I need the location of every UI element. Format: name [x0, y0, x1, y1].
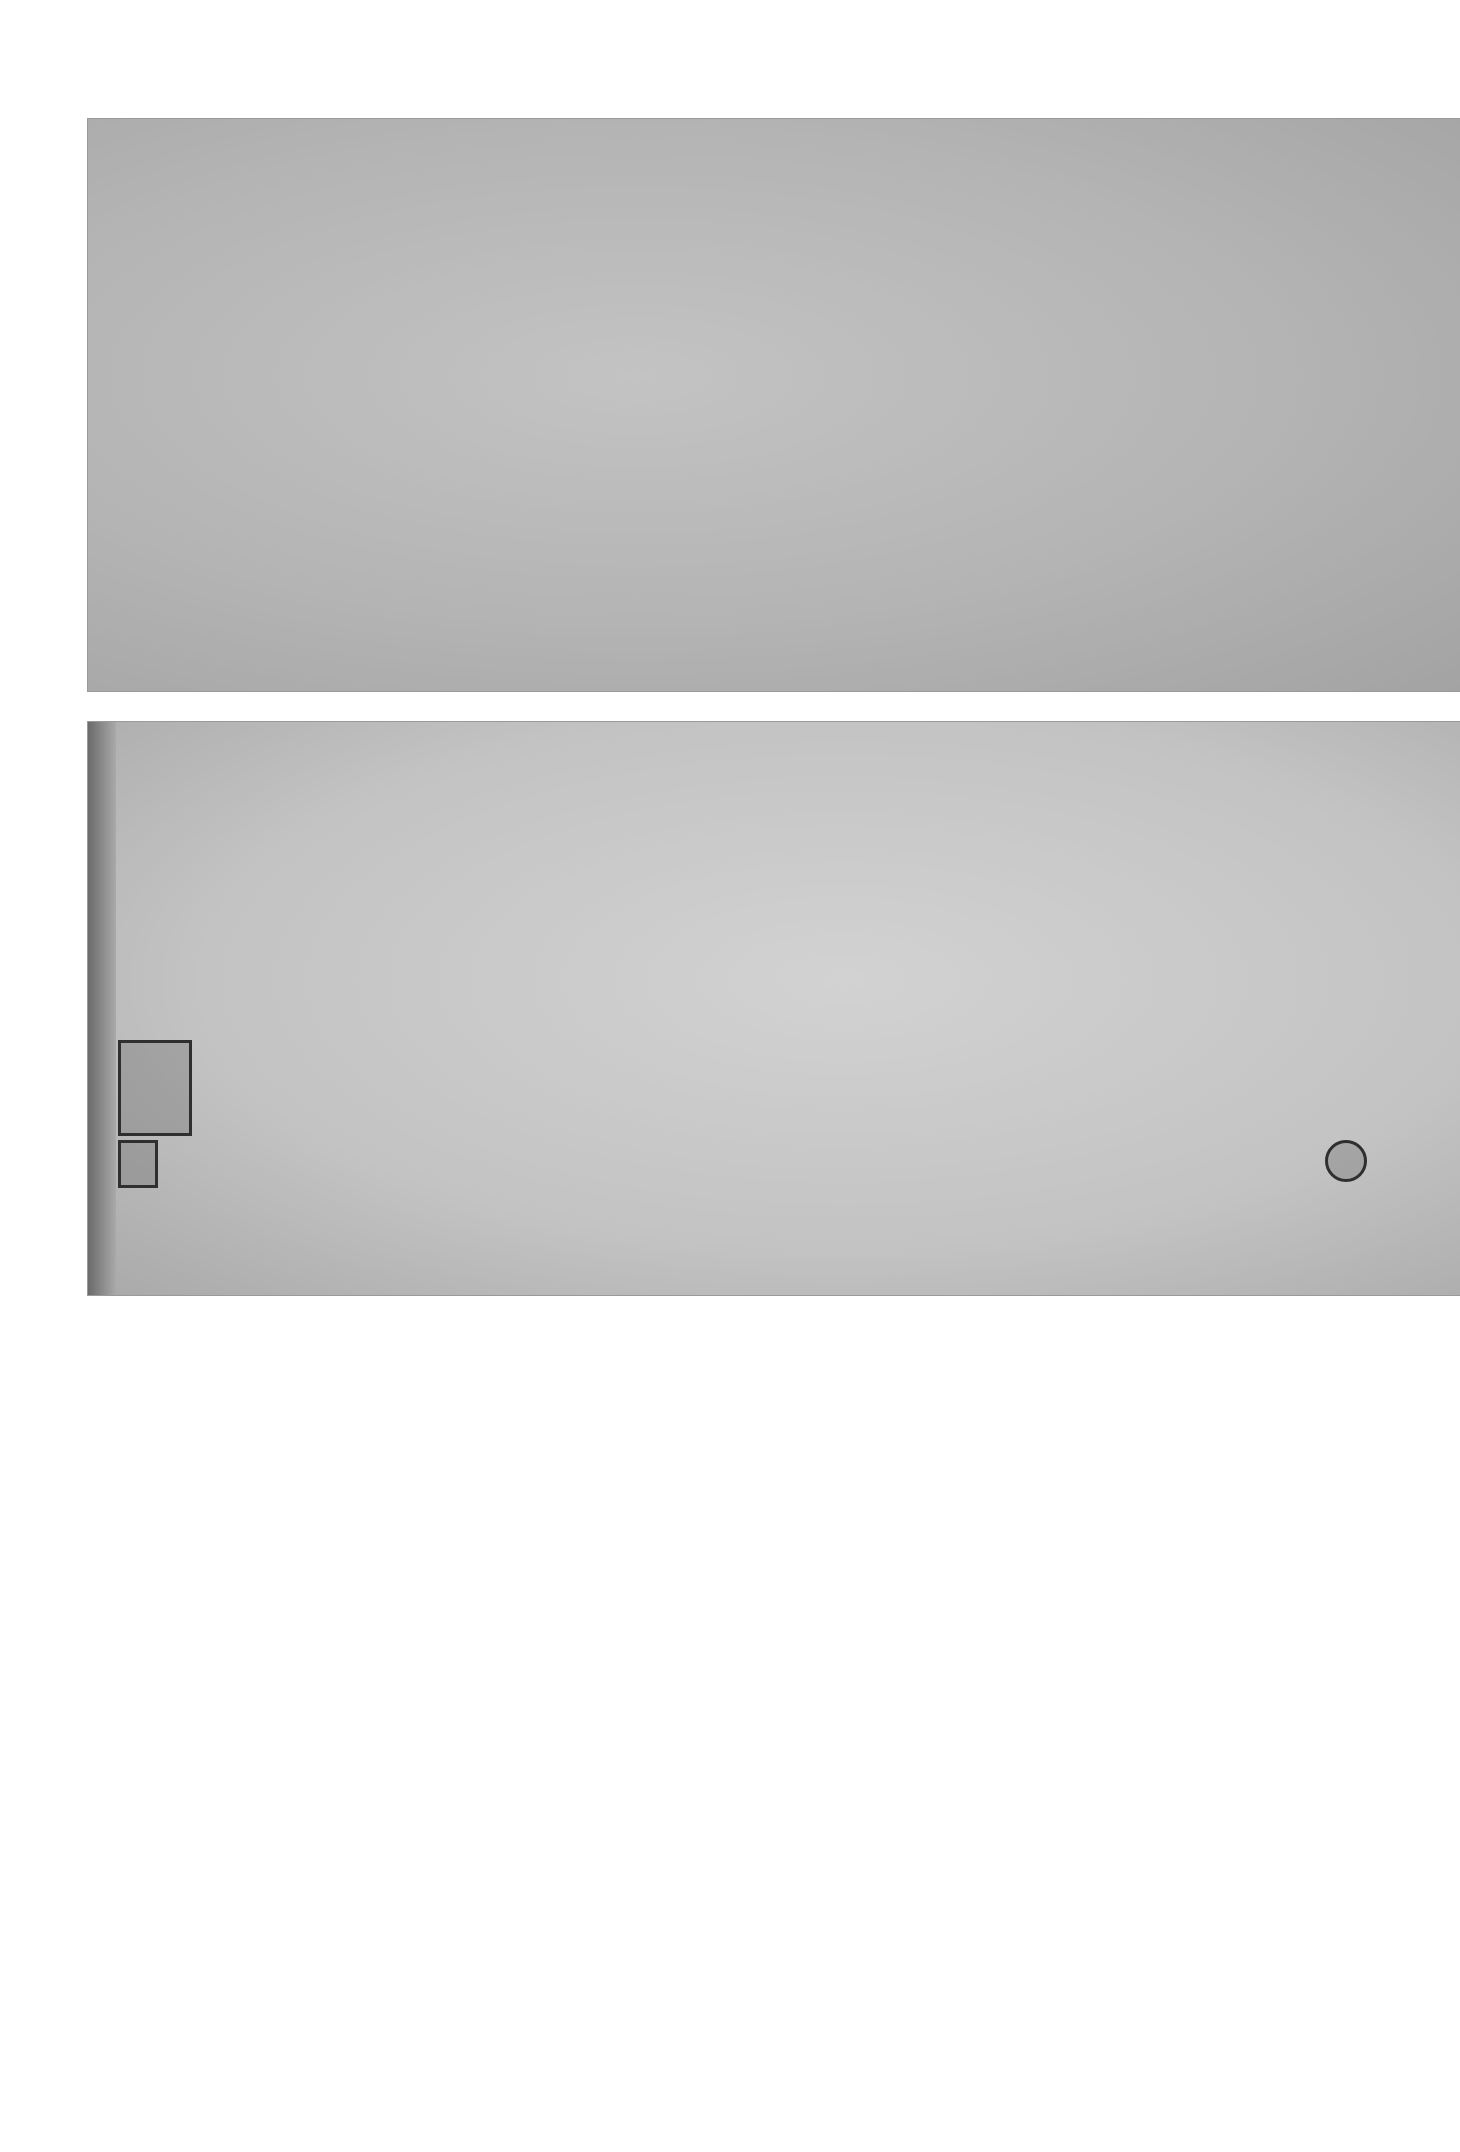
- calligraphy-image-bottom: [87, 721, 1460, 1296]
- seal-stamp: [118, 1140, 158, 1188]
- calligraphy-image-top: [87, 118, 1460, 692]
- seal-stamp: [118, 1040, 192, 1136]
- seal-stamp: [1325, 1140, 1367, 1182]
